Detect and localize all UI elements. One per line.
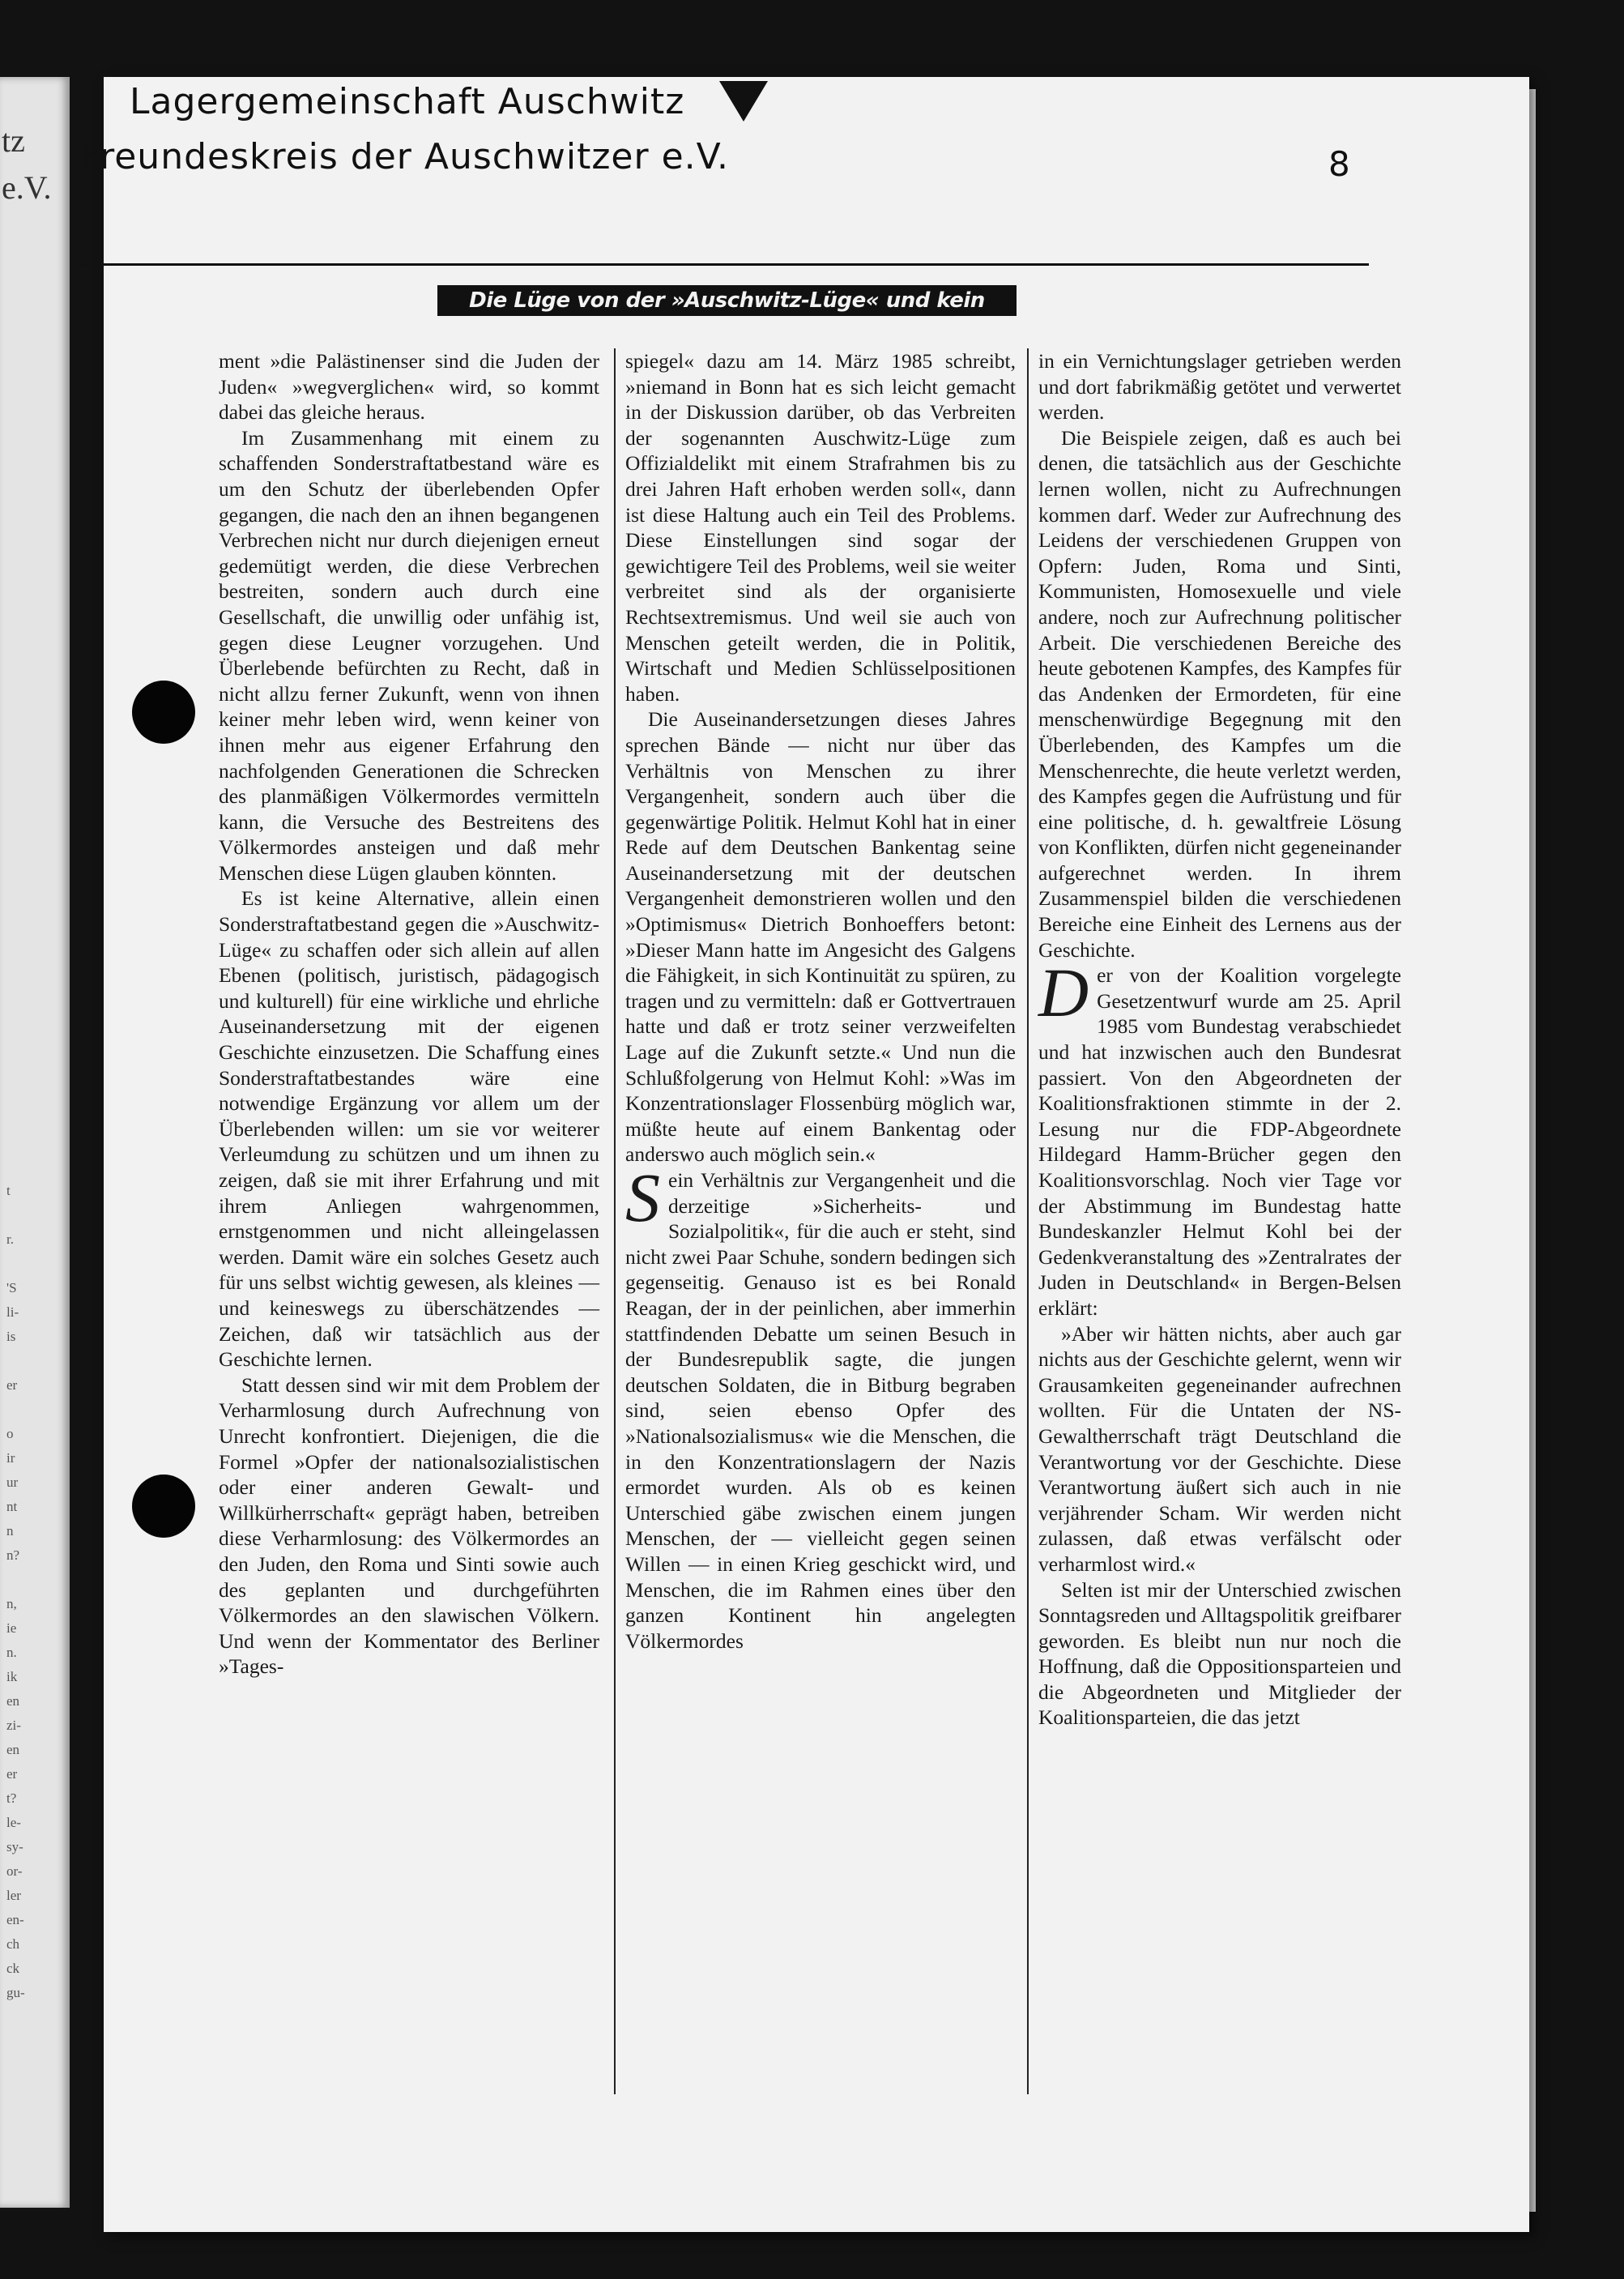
drop-cap: D [1038,954,1089,1032]
quotation: »Aber wir hätten nichts, aber auch gar nichts aus der Geschichte gelernt, wenn wir Grausamkeiten gegeneinander aufrechnen wollten. Für die Untaten der NS-Gewaltherrschaft trägt Deutschland die Verantwortung vor der Geschichte. Diese Verantwortung äußert sich auch in nie verjährender Scham. Wir werden nicht zulassen, daß etwas verfälscht oder verharmlost wird.« [1038,1321,1401,1576]
paragraph: in ein Vernichtungslager getrieben werden und dort fabrikmäßig getötet und verwertet werden. [1038,349,1401,425]
paragraph: Statt dessen sind wir mit dem Problem der Verharmlosung durch Aufrechnung von Unrecht konfrontiert. Diejenigen, die die Formel »Opfer der nationalsozialistischen oder einer anderen Gewalt- und Willkürherrschaft« geprägt haben, betreiben diese Verharmlosung: des Völkermordes an den Juden, den Roma und Sinti sowie auch des geplanten und durchgeführten Völkermordes an den slawischen Völkern. Und wenn der Kommentator des Berliner »Tages- [219,1372,599,1679]
article-headline: Die Lüge von der »Auschwitz-Lüge« und kein Ende [437,285,1017,316]
paragraph: Die Beispiele zeigen, daß es auch bei denen, die tatsächlich aus der Geschichte lernen wollen, nicht zu Aufrechnungen kommen darf. Weder zur Aufrechnung des Leidens der verschiedenen Gruppen von Opfern: Juden, Roma und Sinti, Kommunisten, Homosexuelle und viele andere, noch zur Aufrechnung politischer Arbeit. Die verschiedenen Bereiche des heute gebotenen Kampfes, des Kampfes für das Andenken der Ermordeten, für eine menschenwürdige Begegnung mit den Überlebenden, des Kampfes um die Menschenrechte, die heute verletzt werden, des Kampfes gegen die Aufrüstung und für eine politische, d. h. gewaltfreie Lösung von Konflikten, dürfen nicht gegeneinander aufgerechnet werden. In ihrem Zusammenspiel bilden die verschiedenen Bereiche eine Einheit des Lernens aus der Geschichte. [1038,425,1401,962]
previous-page-text-fragments: t r. 'S li- is er o ir ur nt n n? n, ie n. ik en zi- en er t? le- sy- or- ler en- ch ck gu- [6,1183,25,2000]
article-column-3 [1038,348,1401,1731]
organization-name: Lagergemeinschaft Auschwitz [130,81,685,122]
paragraph-text: er von der Koalition vorgelegte Gesetzentwurf wurde am 25. April 1985 vom Bundestag verabschiedet und hat inzwischen auch den Bundesrat passiert. Von den Abgeordneten der Koalitionsfraktionen stimmte in der 2. Lesung nur die FDP-Abgeordnete Hildegard Hamm-Brücher gegen den Koalitionsvorschlag. Noch vier Tage vor der Abstimmung im Bundestag hatte Bundeskanzler Helmut Kohl bei der Gedenkveranstaltung des »Zentralrates der Juden in Deutschland« in Bergen-Belsen erklärt: [1038,963,1401,1320]
paragraph: Im Zusammenhang mit einem zu schaffenden Sonderstraftatbestand wäre es um den Schutz der überlebenden Opfer gegangen, die nach den an ihnen begangenen Verbrechen nicht nur durch diejenigen erneut gedemütigt werden, die diese Verbrechen bestreiten, sondern auch durch eine Gesellschaft, die unwillig oder unfähig ist, gegen diese Leugner vorzugehen. Und Überlebende befürchten zu Recht, daß in nicht allzu ferner Zukunft, wenn von ihnen keiner mehr leben wird, wenn keiner von ihnen mehr aus eigener Erfahrung den nachfolgenden Generationen die Schrecken des planmäßigen Völkermordes vermitteln kann, die Versuche des Bestreitens des Völkermordes ansteigen und daß mehr Menschen diese Lügen glauben könnten. [219,425,599,885]
article-column-1 [219,348,599,1679]
paragraph-text: ein Verhältnis zur Vergangenheit und die derzeitige »Sicherheits- und Sozialpolitik«, für die auch er steht, sind nicht zwei Paar Schuhe, sondern bedingen sich gegenseitig. Genauso ist es bei Ronald Reagan, der in der peinlichen, aber immerhin stattfindenden Debatte um seinen Besuch in der Bundesrepublik sagte, die jungen deutschen Soldaten, die in Bitburg begraben sind, seien ebenso Opfer des »Nationalsozialismus« wie die Menschen, die in den Konzentrationslagern der Nazis ermordet wurden. Als ob es keinen Unterschied gäbe zwischen einem jungen Menschen, der — vielleicht gegen seinen Willen — in einen Krieg geschickt wird, und Menschen, die im Rahmen eines über den ganzen Kontinent hin angelegten Völkermordes [625,1168,1016,1653]
triangle-logo-icon [719,81,768,122]
previous-page-header-fragment: tz e.V. [2,122,52,206]
previous-page-edge [0,77,70,2208]
organization-subtitle: Freundeskreis der Auschwitzer e.V. [81,136,730,177]
column-divider [1027,348,1029,2094]
paragraph: Die Auseinandersetzungen dieses Jahres sprechen Bände — nicht nur über das Verhältnis von Menschen zu ihrer Vergangenheit, sondern auch über die gegenwärtige Politik. Helmut Kohl hat in einer Rede auf dem Deutschen Bankentag seine Auseinandersetzung mit der deutschen Vergangenheit demonstrieren wollen und den »Optimismus« Dietrich Bonhoeffers betont: »Dieser Mann hatte im Angesicht des Galgens die Fähigkeit, in sich Kontinuität zu spüren, zu tragen und zu vermitteln: daß er Gottvertrauen hatte und daß er trotz seiner verzweifelten Lage auf die Zukunft setzte.« Und nun die Schlußfolgerung von Helmut Kohl: »Was im Konzentrationslager Flossenbürg möglich war, müßte heute auf einem Bankentag oder anderswo auch möglich sein.« [625,707,1016,1167]
paragraph [1038,954,1401,1321]
page-number: 8 [1328,144,1350,184]
column-divider [614,348,616,2094]
article-column-2 [625,348,1016,1654]
paragraph [625,1159,1016,1654]
paragraph: spiegel« dazu am 14. März 1985 schreibt, »niemand in Bonn hat es sich leicht gemacht in der Diskussion darüber, ob das Verbreiten der sogenannten Auschwitz-Lüge zum Offizialdelikt mit einem Strafrahmen bis zu drei Jahren Haft erhoben werden soll«, dann ist diese Haltung auch ein Teil des Problems. Diese Einstellungen sind sogar der gewichtigere Teil des Problems, weil sie weiter verbreitet sind als der organisierte Rechtsextremismus. Und weil sie auch von Menschen geteilt werden, die in Politik, Wirtschaft und Medien Schlüsselpositionen haben. [625,349,1016,706]
paragraph: Selten ist mir der Unterschied zwischen Sonntagsreden und Alltagspolitik greifbarer geworden. Es bleibt nun nur noch die Hoffnung, daß die Oppositionsparteien und die Abgeordneten und Mitglieder der Koalitionsparteien, die das jetzt [1038,1577,1401,1730]
drop-cap: S [625,1159,660,1236]
punch-hole-top [132,681,195,744]
punch-hole-bottom [132,1475,195,1538]
paragraph: ment »die Palästinenser sind die Juden der Juden« »wegverglichen« wird, so kommt dabei das gleiche heraus. [219,349,599,425]
paragraph: Es ist keine Alternative, allein einen Sonderstraftatbestand gegen die »Auschwitz-Lüge« zu schaffen oder sich allein auf allen Ebenen (politisch, juristisch, pädagogisch und kulturell) für eine wirkliche und ehrliche Auseinandersetzung mit der eigenen Geschichte einzusetzen. Die Schaffung eines Sonderstraftatbestandes wäre eine notwendige Ergänzung vor allem um der Überlebenden willen: um sie vor weiterer Verleumdung zu schützen und um ihnen zu zeigen, daß sie mit ihrer Erfahrung und mit ihrem Anliegen wahrgenommen, ernstgenommen und nicht alleingelassen werden. Damit wäre ein solches Gesetz auch für uns selbst wichtig gewesen, als kleines — und keineswegs zu überschätzendes — Zeichen, daß wir tatsächlich aus der Geschichte lernen. [219,886,599,1372]
